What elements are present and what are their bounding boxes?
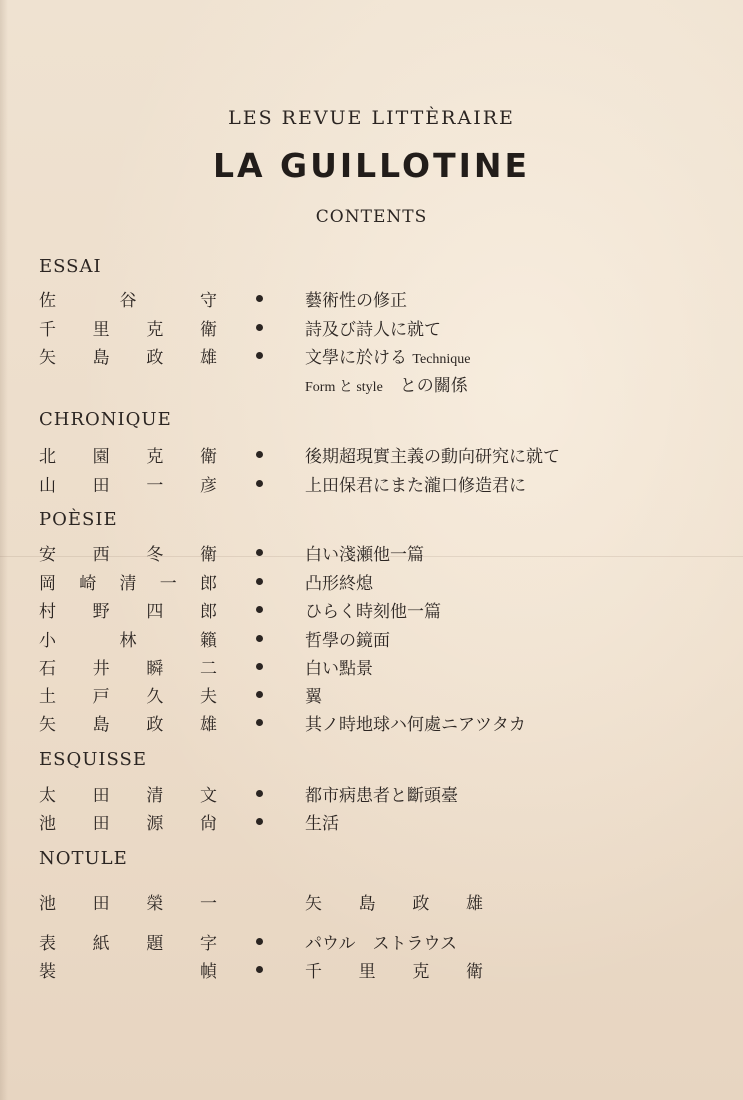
bullet-dot [256, 352, 263, 359]
work-title: 其ノ時地球ハ何處ニアツタカ [305, 715, 526, 735]
credit-entry [0, 957, 743, 983]
toc-entry [0, 809, 743, 835]
toc-entry [0, 343, 743, 369]
toc-entry [0, 710, 743, 736]
work-title: ひらく時刻他一篇 [305, 602, 441, 622]
work-title: 後期超現實主義の動向研究に就て [305, 447, 560, 467]
toc-entry [0, 682, 743, 708]
toc-entry [0, 654, 743, 680]
toc-entry [0, 569, 743, 595]
bullet-dot [256, 938, 263, 945]
author-name: 安 西 冬 衛 [39, 545, 217, 565]
toc-entry [0, 315, 743, 341]
work-title: 文學に於ける Technique [305, 348, 471, 368]
work-title: 凸形終熄 [305, 574, 373, 594]
work-title: 生活 [305, 814, 339, 834]
work-title: 白い淺瀬他一篇 [305, 545, 424, 565]
author-name: 村 野 四 郎 [39, 602, 217, 622]
bullet-dot [256, 549, 263, 556]
author-name: 池 田 榮 一 [39, 894, 217, 914]
contents-heading: CONTENTS [315, 207, 428, 227]
bullet-dot [256, 719, 263, 726]
author-name: 太 田 清 文 [39, 786, 217, 806]
credit-role: 裝 幀 [39, 962, 217, 982]
magazine-title: LA GUILLOTINE [212, 146, 531, 185]
work-title-line2: Form と style との關係 [305, 376, 468, 396]
bullet-dot [256, 480, 263, 487]
toc-entry [0, 597, 743, 623]
work-title: 詩及び詩人に就て [305, 320, 441, 340]
bullet-dot [256, 606, 263, 613]
toc-entry-continuation [0, 371, 743, 397]
toc-entry [0, 286, 743, 312]
author-name: 矢 島 政 雄 [39, 715, 217, 735]
bullet-dot [256, 966, 263, 973]
author-name: 小 林 籟 [39, 631, 217, 651]
section-heading-essai: ESSAI [39, 256, 102, 277]
bullet-dot [256, 818, 263, 825]
bullet-dot [256, 295, 263, 302]
toc-entry [0, 626, 743, 652]
bullet-dot [256, 578, 263, 585]
bullet-dot [256, 790, 263, 797]
author-name: 北 園 克 衛 [39, 447, 217, 467]
work-title: 藝術性の修正 [305, 291, 407, 311]
work-author-name: 矢 島 政 雄 [305, 894, 483, 914]
author-name: 矢 島 政 雄 [39, 348, 217, 368]
toc-entry [0, 889, 743, 915]
work-title: 白い點景 [305, 659, 373, 679]
author-name: 石 井 瞬 二 [39, 659, 217, 679]
work-title: 上田保君にまた瀧口修造君に [305, 476, 526, 496]
author-name: 土 戸 久 夫 [39, 687, 217, 707]
section-heading-chronique: CHRONIQUE [39, 409, 172, 430]
author-name: 岡 崎 清 一 郎 [39, 574, 217, 594]
section-heading-notule: NOTULE [39, 848, 128, 869]
bullet-dot [256, 324, 263, 331]
credit-role: 表 紙 題 字 [39, 934, 217, 954]
toc-entry [0, 781, 743, 807]
author-name: 千 里 克 衛 [39, 320, 217, 340]
bullet-dot [256, 663, 263, 670]
section-heading-esquisse: ESQUISSE [39, 749, 147, 770]
toc-entry [0, 471, 743, 497]
author-name: 山 田 一 彦 [39, 476, 217, 496]
bullet-dot [256, 691, 263, 698]
work-title: 哲學の鏡面 [305, 631, 390, 651]
author-name: 佐 谷 守 [39, 291, 217, 311]
work-title: 翼 [305, 687, 322, 707]
bullet-dot [256, 635, 263, 642]
bullet-dot [256, 451, 263, 458]
toc-entry [0, 442, 743, 468]
credit-name: パウル ストラウス [305, 934, 457, 954]
revue-name: LES REVUE LITTÈRAIRE [228, 107, 515, 129]
author-name: 池 田 源 尙 [39, 814, 217, 834]
section-heading-poesie: POÈSIE [39, 509, 118, 530]
toc-entry [0, 540, 743, 566]
credit-entry [0, 929, 743, 955]
credit-name: 千 里 克 衛 [305, 962, 483, 982]
work-title: 都市病患者と斷頭臺 [305, 786, 458, 806]
